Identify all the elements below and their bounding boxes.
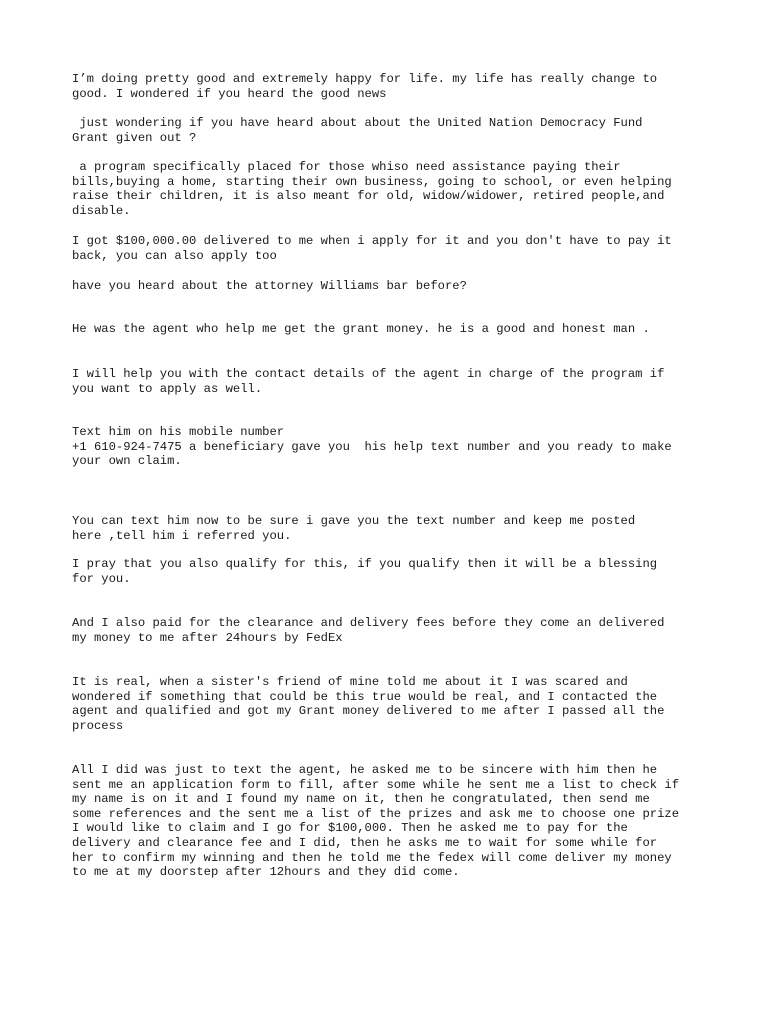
paragraph-grant-question: just wondering if you have heard about about the United Nation Democracy Fund Grant given out ? bbox=[72, 116, 643, 145]
paragraph-program-description: a program specifically placed for those whiso need assistance paying their bills,buying a home, starting their own business, going to school, or even helping raise their children, it is also meant for old, widow/widower, retired people,and disable. bbox=[72, 160, 672, 218]
paragraph-greeting: I’m doing pretty good and extremely happy for life. my life has really change to good. I wondered if you heard the good news bbox=[72, 72, 658, 101]
paragraph-fees-paid: And I also paid for the clearance and delivery fees before they come an delivered my money to me after 24hours by FedEx bbox=[72, 616, 665, 645]
paragraph-process-steps: All I did was just to text the agent, he asked me to be sincere with him then he sent me an application form to fill, after some while he sent me a list to check if my name is on it and I found my name on it, then he congratulated, then send me some references and the sent me a list of the prizes and ask me to choose one prize I would like to claim and I go for $100,000. Then he asked me to pay for the delivery and clearance fee and I did, then he asks me to wait for some while for her to confirm my winning and then he told me the fedex will come deliver my money to me at my doorstep after 12hours and they did come. bbox=[72, 763, 680, 880]
paragraph-amount-received: I got $100,000.00 delivered to me when i apply for it and you don't have to pay it back, you can also apply too bbox=[72, 234, 672, 263]
paragraph-it-is-real: It is real, when a sister's friend of mine told me about it I was scared and wondered if something that could be this true would be real, and I contacted the agent and qualified and got my Grant money delivered to me after I passed all the process bbox=[72, 675, 665, 733]
paragraph-text-now: You can text him now to be sure i gave you the text number and keep me posted here ,tell him i referred you. bbox=[72, 514, 636, 543]
paragraph-prayer: I pray that you also qualify for this, if you qualify then it will be a blessing for you. bbox=[72, 557, 658, 586]
paragraph-mobile-number: Text him on his mobile number +1 610-924-7475 a beneficiary gave you his help text number and you ready to make your own claim. bbox=[72, 425, 672, 469]
paragraph-contact-offer: I will help you with the contact details of the agent in charge of the program if you want to apply as well. bbox=[72, 367, 665, 396]
paragraph-agent-description: He was the agent who help me get the grant money. he is a good and honest man . bbox=[72, 322, 650, 336]
paragraph-attorney-question: have you heard about the attorney Williams bar before? bbox=[72, 279, 467, 293]
